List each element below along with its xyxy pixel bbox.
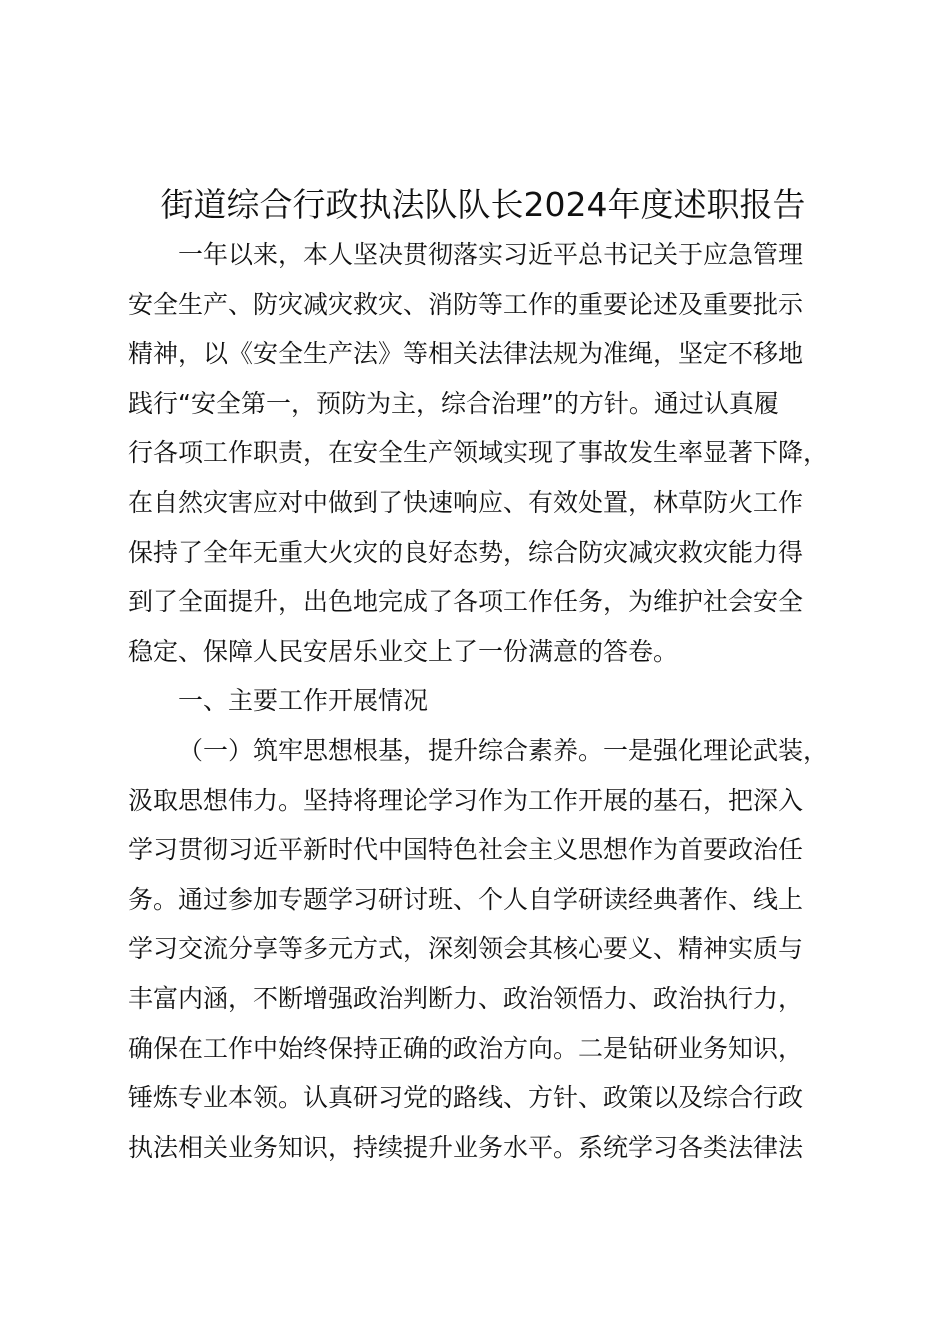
text-line: 到了全面提升，出色地完成了各项工作任务，为维护社会安全 <box>128 587 804 617</box>
text-line: 汲取思想伟力。坚持将理论学习作为工作开展的基石，把深入 <box>128 785 804 815</box>
text-line: 确保在工作中始终保持正确的政治方向。二是钻研业务知识， <box>128 1033 804 1063</box>
text-line: 执法相关业务知识，持续提升业务水平。系统学习各类法律法 <box>128 1132 804 1162</box>
text-line: 在自然灾害应对中做到了快速响应、有效处置，林草防火工作 <box>128 487 804 517</box>
document-body <box>128 230 858 1172</box>
text-line: 丰富内涵，不断增强政治判断力、政治领悟力、政治执行力， <box>128 983 804 1013</box>
text-line: 行各项工作职责，在安全生产领域实现了事故发生率显著下降， <box>128 438 829 468</box>
text-line: 锤炼专业本领。认真研习党的路线、方针、政策以及综合行政 <box>128 1083 804 1113</box>
text-line: 务。通过参加专题学习研讨班、个人自学研读经典著作、线上 <box>128 884 804 914</box>
text-line: 精神，以《安全生产法》等相关法律法规为准绳，坚定不移地 <box>128 339 804 369</box>
text-line: 学习贯彻习近平新时代中国特色社会主义思想作为首要政治任 <box>128 835 804 865</box>
text-line: （一）筑牢思想根基，提升综合素养。一是强化理论武装， <box>178 735 829 765</box>
text-line: 一、主要工作开展情况 <box>178 686 429 716</box>
text-line: 安全生产、防灾减灾救灾、消防等工作的重要论述及重要批示 <box>128 289 804 319</box>
text-line: 践行“安全第一，预防为主，综合治理”的方针。通过认真履 <box>128 388 779 418</box>
text-line: 学习交流分享等多元方式，深刻领会其核心要义、精神实质与 <box>128 934 804 964</box>
document-title: 街道综合行政执法队队长2024年度述职报告 <box>160 185 806 224</box>
text-line: 一年以来，本人坚决贯彻落实习近平总书记关于应急管理 <box>178 240 804 269</box>
text-line: 保持了全年无重大火灾的良好态势，综合防灾减灾救灾能力得 <box>128 537 804 567</box>
text-line: 稳定、保障人民安居乐业交上了一份满意的答卷。 <box>128 636 679 666</box>
